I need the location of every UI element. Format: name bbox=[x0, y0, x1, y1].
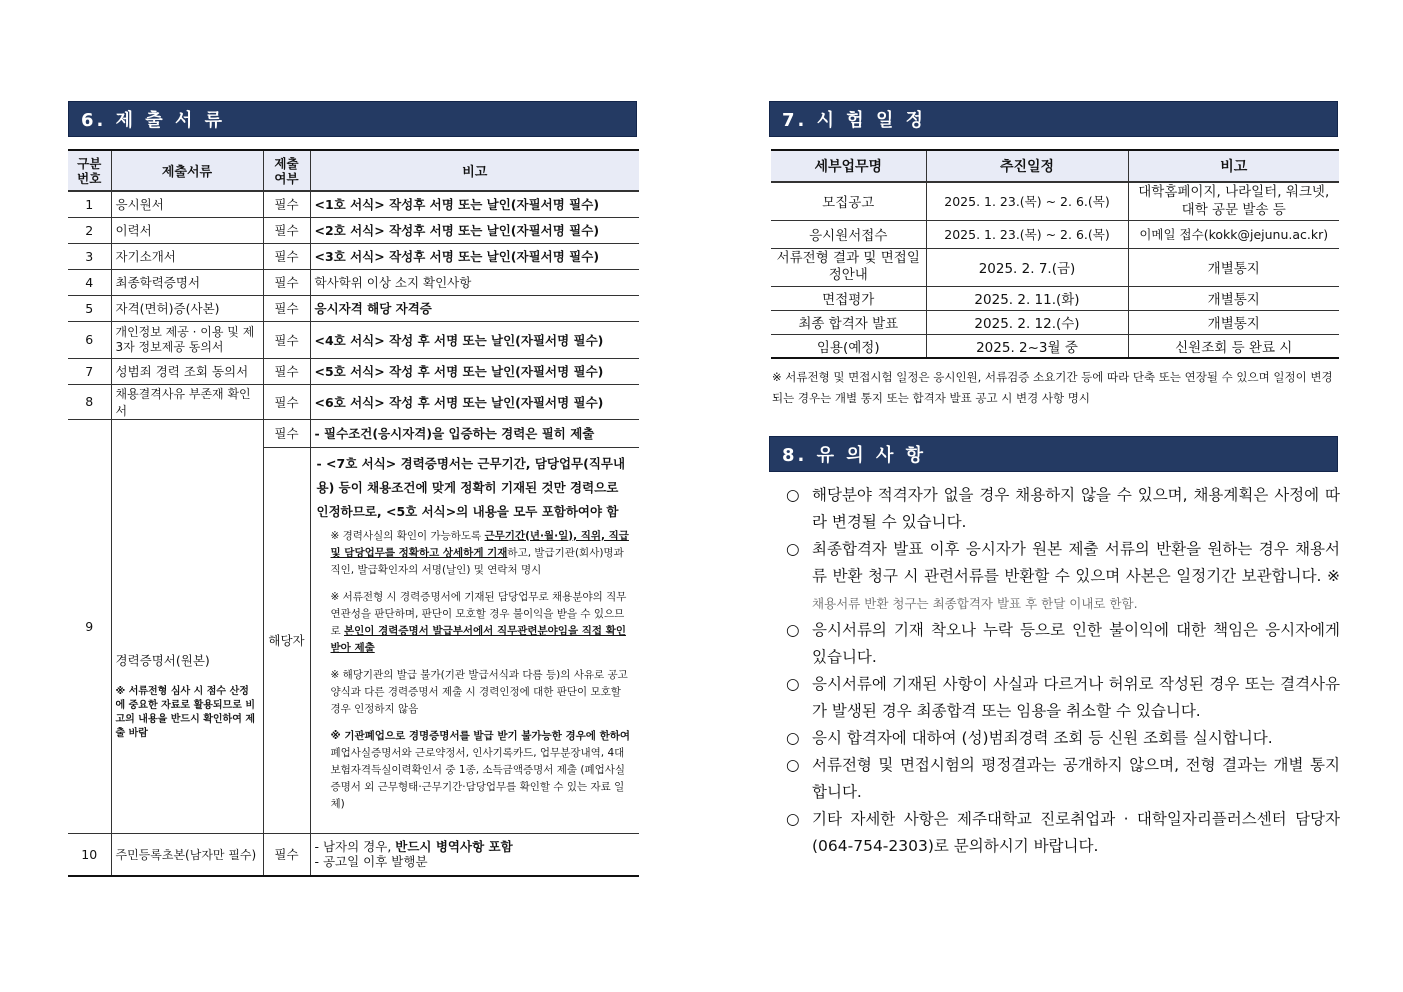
notice-list bbox=[780, 482, 1340, 860]
header-doc: 제출서류 bbox=[111, 150, 263, 191]
row-task: 최종 합격자 발표 bbox=[771, 310, 926, 334]
row-doc: 성범죄 경력 조회 동의서 bbox=[111, 358, 263, 384]
row-note: 응시자격 해당 자격증 bbox=[310, 295, 639, 321]
career-sub-note-2: ※ 서류전형 시 경력증명서에 기재된 담당업무로 채용분야의 직무연관성을 판단하며, 판단이 모호할 경우 불이익을 받을 수 있으므로 본인이 경력증명서 발급부서에서 직무관련분야임을 직접 확인받아 제출 bbox=[330, 590, 627, 654]
row-note: 개별통지 bbox=[1128, 248, 1339, 286]
bullet-icon: ○ bbox=[786, 756, 800, 774]
table-row bbox=[68, 321, 639, 358]
bullet-icon: ○ bbox=[786, 810, 800, 828]
row-doc: 자격(면허)증(사본) bbox=[111, 295, 263, 321]
table-row bbox=[68, 358, 639, 384]
bullet-icon: ○ bbox=[786, 675, 800, 693]
row-no: 6 bbox=[68, 321, 111, 358]
list-item: ○ 최종합격자 발표 이후 응시자가 원본 제출 서류의 반환을 원하는 경우 채용서류 반환 청구 시 관련서류를 반환할 수 있으며 사본은 일정기간 보관합니다. ※ 채용서류 반환 청구는 최종합격자 발표 후 한달 이내로 한함. bbox=[780, 536, 1340, 617]
row-task: 서류전형 결과 및 면접일정안내 bbox=[771, 248, 926, 286]
row-req: 필수 bbox=[263, 243, 310, 269]
row-doc: 개인정보 제공 · 이용 및 제3자 정보제공 동의서 bbox=[111, 321, 263, 358]
career-main-note: - <7호 서식> 경력증명서는 근무기간, 담당업무(직무내용) 등이 채용조건에 맞게 정확히 기재된 것만 경력으로 인정하므로, <5호 서식>의 내용을 모두 포함하여야 함 bbox=[316, 455, 626, 519]
documents-table bbox=[68, 149, 639, 877]
row-doc: 최종학력증명서 bbox=[111, 269, 263, 295]
row-note: <5호 서식> 작성 후 서명 또는 날인(자필서명 필수) bbox=[310, 358, 639, 384]
row-note: <1호 서식> 작성후 서명 또는 날인(자필서명 필수) bbox=[310, 191, 639, 217]
section-7-title: 7. 시 험 일 정 bbox=[782, 110, 926, 131]
row-no: 1 bbox=[68, 191, 111, 217]
row-note: 대학홈페이지, 나라일터, 워크넷, 대학 공문 발송 등 bbox=[1128, 182, 1339, 220]
bullet-icon: ○ bbox=[786, 621, 800, 639]
table-row bbox=[68, 295, 639, 321]
row-no: 2 bbox=[68, 217, 111, 243]
row-note-cell: - 남자의 경우, 반드시 병역사항 포함 - 공고일 이후 발행분 bbox=[310, 833, 639, 876]
row-date: 2025. 2. 7.(금) bbox=[926, 248, 1128, 286]
row-task: 모집공고 bbox=[771, 182, 926, 220]
section-6-title: 6. 제 출 서 류 bbox=[81, 110, 225, 131]
row-doc: 채용결격사유 부존재 확인서 bbox=[111, 384, 263, 419]
table-row bbox=[68, 384, 639, 419]
row-req: 필수 bbox=[263, 269, 310, 295]
row-no: 5 bbox=[68, 295, 111, 321]
row-doc: 경력증명서(원본) bbox=[115, 653, 210, 668]
row-no: 9 bbox=[68, 419, 111, 833]
career-sub-note-4: ※ 기관폐업으로 경명증명서를 발급 받기 불가능한 경우에 한하여 폐업사실증명서와 근로약정서, 인사기록카드, 업무분장내역, 4대보험자격득실이력확인서 중 1종, 소득금액증명서 제출 (폐업사실증명서 외 근무형태·근무기간·담당업무를 확인할 수 있는 자료 일체) bbox=[330, 729, 631, 810]
row-task: 응시원서접수 bbox=[771, 220, 926, 248]
row-note-cell bbox=[310, 447, 639, 833]
row-doc: 주민등록초본(남자만 필수) bbox=[111, 833, 263, 876]
row-note: <4호 서식> 작성 후 서명 또는 날인(자필서명 필수) bbox=[310, 321, 639, 358]
table-row bbox=[771, 182, 1339, 220]
table-row bbox=[771, 248, 1339, 286]
row-no: 4 bbox=[68, 269, 111, 295]
row-no: 8 bbox=[68, 384, 111, 419]
row-note: 신원조회 등 완료 시 bbox=[1128, 334, 1339, 358]
table-header-row bbox=[771, 150, 1339, 182]
header-req: 제출 여부 bbox=[263, 150, 310, 191]
career-sub-note-3: ※ 해당기관의 발급 불가(기관 발급서식과 다름 등)의 사유로 공고양식과 다른 경력증명서 제출 시 경력인정에 대한 판단이 모호할 경우 인정하지 않음 bbox=[330, 668, 628, 715]
row-note: 개별통지 bbox=[1128, 286, 1339, 310]
table-row bbox=[68, 269, 639, 295]
section-6-header bbox=[68, 101, 637, 137]
row-note: 학사학위 이상 소지 확인사항 bbox=[310, 269, 639, 295]
row-doc: 이력서 bbox=[111, 217, 263, 243]
header-note: 비고 bbox=[1128, 150, 1339, 182]
row-date: 2025. 1. 23.(목) ~ 2. 6.(목) bbox=[926, 182, 1128, 220]
schedule-table bbox=[771, 149, 1339, 359]
row-task: 면접평가 bbox=[771, 286, 926, 310]
row-req: 필수 bbox=[263, 217, 310, 243]
row-note: 이메일 접수(kokk@jejunu.ac.kr) bbox=[1128, 220, 1339, 248]
list-item: ○ 응시서류의 기재 착오나 누락 등으로 인한 불이익에 대한 책임은 응시자에게 있습니다. bbox=[780, 617, 1340, 671]
row-note: - 필수조건(응시자격)을 입증하는 경력은 필히 제출 bbox=[310, 419, 639, 447]
table-row bbox=[68, 217, 639, 243]
row-date: 2025. 2. 12.(수) bbox=[926, 310, 1128, 334]
table-row bbox=[771, 220, 1339, 248]
list-item: ○ 응시 합격자에 대하여 (성)범죄경력 조회 등 신원 조회를 실시합니다. bbox=[780, 725, 1340, 752]
row-note: <6호 서식> 작성 후 서명 또는 날인(자필서명 필수) bbox=[310, 384, 639, 419]
list-item: ○ 해당분야 적격자가 없을 경우 채용하지 않을 수 있으며, 채용계획은 사정에 따라 변경될 수 있습니다. bbox=[780, 482, 1340, 536]
row-req: 필수 bbox=[263, 295, 310, 321]
row-doc-note: ※ 서류전형 심사 시 점수 산정에 중요한 자료로 활용되므로 비고의 내용을 반드시 확인하여 제출 바람 bbox=[115, 686, 256, 739]
row-doc-cell bbox=[111, 419, 263, 833]
row-date: 2025. 1. 23.(목) ~ 2. 6.(목) bbox=[926, 220, 1128, 248]
bullet-icon: ○ bbox=[786, 729, 800, 747]
schedule-footnote: ※ 서류전형 및 면접시험 일정은 응시인원, 서류검증 소요기간 등에 따라 단축 또는 연장될 수 있으며 일정이 변경되는 경우는 개별 통지 또는 합격자 발표 공고 시 변경 사항 명시 bbox=[772, 370, 1333, 405]
section-8-title: 8. 유 의 사 항 bbox=[782, 445, 926, 466]
table-header-row bbox=[68, 150, 639, 191]
row-date: 2025. 2~3월 중 bbox=[926, 334, 1128, 358]
row-no: 10 bbox=[68, 833, 111, 876]
row-req: 필수 bbox=[263, 321, 310, 358]
row-req: 필수 bbox=[263, 191, 310, 217]
row-req: 필수 bbox=[263, 384, 310, 419]
table-row bbox=[771, 286, 1339, 310]
table-row bbox=[68, 243, 639, 269]
header-no: 구분 번호 bbox=[68, 150, 111, 191]
list-item: ○ 응시서류에 기재된 사항이 사실과 다르거나 허위로 작성된 경우 또는 결격사유가 발생된 경우 최종합격 또는 임용을 취소할 수 있습니다. bbox=[780, 671, 1340, 725]
table-row bbox=[68, 833, 639, 876]
row-no: 3 bbox=[68, 243, 111, 269]
row-req: 필수 bbox=[263, 358, 310, 384]
header-note: 비고 bbox=[310, 150, 639, 191]
row-note: <3호 서식> 작성후 서명 또는 날인(자필서명 필수) bbox=[310, 243, 639, 269]
row-req: 필수 bbox=[263, 419, 310, 447]
table-row bbox=[771, 310, 1339, 334]
table-row bbox=[68, 191, 639, 217]
header-task: 세부업무명 bbox=[771, 150, 926, 182]
table-row bbox=[68, 419, 639, 447]
row-req: 필수 bbox=[263, 833, 310, 876]
header-date: 추진일정 bbox=[926, 150, 1128, 182]
row-note: <2호 서식> 작성후 서명 또는 날인(자필서명 필수) bbox=[310, 217, 639, 243]
list-item: ○ 서류전형 및 면접시험의 평정결과는 공개하지 않으며, 전형 결과는 개별 통지합니다. bbox=[780, 752, 1340, 806]
row-no: 7 bbox=[68, 358, 111, 384]
section-8-header bbox=[769, 436, 1338, 472]
bullet-icon: ○ bbox=[786, 486, 800, 504]
section-7-header bbox=[769, 101, 1338, 137]
career-sub-note-1: ※ 경력사실의 확인이 가능하도록 근무기간(년·월·일), 직위, 직급 및 담당업무를 정확하고 상세하게 기재하고, 발급기관(회사)명과 직인, 발급확인자의 서명(날인) 및 연락처 명시 bbox=[330, 529, 629, 576]
list-item: ○ 기타 자세한 사항은 제주대학교 진로취업과 · 대학일자리플러스센터 담당자(064-754-2303)로 문의하시기 바랍니다. bbox=[780, 806, 1340, 860]
row-doc: 자기소개서 bbox=[111, 243, 263, 269]
row-note: 개별통지 bbox=[1128, 310, 1339, 334]
row-task: 임용(예정) bbox=[771, 334, 926, 358]
row-date: 2025. 2. 11.(화) bbox=[926, 286, 1128, 310]
row-doc: 응시원서 bbox=[111, 191, 263, 217]
row-req: 해당자 bbox=[263, 447, 310, 833]
table-row bbox=[771, 334, 1339, 358]
bullet-icon: ○ bbox=[786, 540, 800, 558]
